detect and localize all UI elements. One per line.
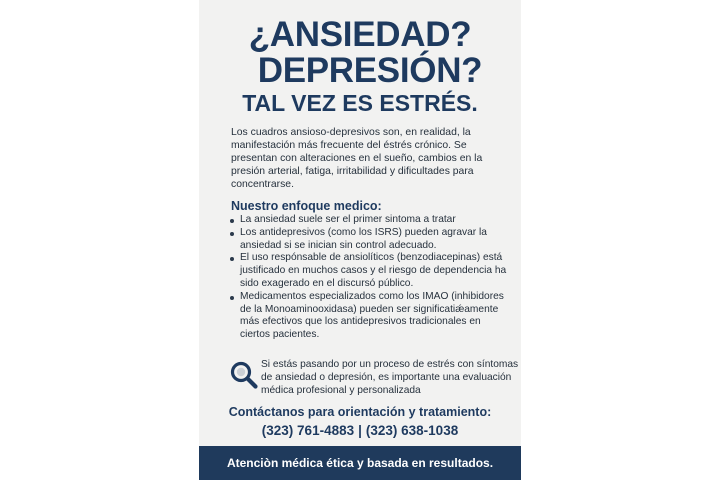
footer-banner bbox=[199, 446, 521, 480]
intro-paragraph: Los cuadros ansioso-depresivos son, en realidad, la manifestación más frecuente del éstrés crónico. Se presentan con alteraciones en el sueño, cambios en la presión arterial, fatiga, irritabilidad y dificultades para concentrarse. bbox=[231, 127, 483, 190]
approach-bullet: La ansiedad suele ser el primer sintoma a tratar bbox=[229, 214, 513, 227]
footer-text: Atenciòn médica ética y basada en resultados. bbox=[226, 456, 494, 470]
headline-stress: TAL VEZ ES ESTRÉS. bbox=[242, 90, 478, 116]
evaluation-note bbox=[229, 359, 519, 401]
phone-number-2[interactable]: (323) 638-1038 bbox=[365, 423, 459, 438]
approach-list bbox=[229, 214, 513, 342]
phone-separator: | bbox=[358, 423, 362, 438]
magnifier-icon bbox=[229, 360, 259, 390]
approach-bullet: Los antidepresivos (como los ISRS) pueden agravar la ansiedad si se inician sin control adecuado. bbox=[229, 227, 513, 253]
contact-heading: Contáctanos para orientación y tratamiento: bbox=[228, 405, 492, 419]
approach-bullet: El uso respónsable de ansiolíticos (benzodiacepinas) está justificado en muchos casos y el riesgo de dependencia ha sido exagerado en el discursó público. bbox=[229, 252, 513, 290]
phone-number-1[interactable]: (323) 761-4883 bbox=[261, 423, 355, 438]
flyer bbox=[199, 0, 521, 480]
approach-title: Nuestro enfoque medico: bbox=[231, 199, 382, 213]
note-text: Si estás pasando por un proceso de estrés con síntomas de ansiedad o depresión, es importante una evaluación médica profesional y personalizada bbox=[261, 359, 519, 396]
phone-numbers bbox=[199, 422, 521, 439]
headline-anxiety: ¿ANSIEDAD? bbox=[248, 15, 472, 54]
headline-depression: DEPRESIÓN? bbox=[257, 51, 483, 90]
approach-bullet: Medicamentos especializados como los IMAO (inhibidores de la Monoaminooxidasa) pueden ser significatiǽamente más efectivos que los antidepresivos tradicionales en ciertos pacientes. bbox=[229, 291, 513, 342]
